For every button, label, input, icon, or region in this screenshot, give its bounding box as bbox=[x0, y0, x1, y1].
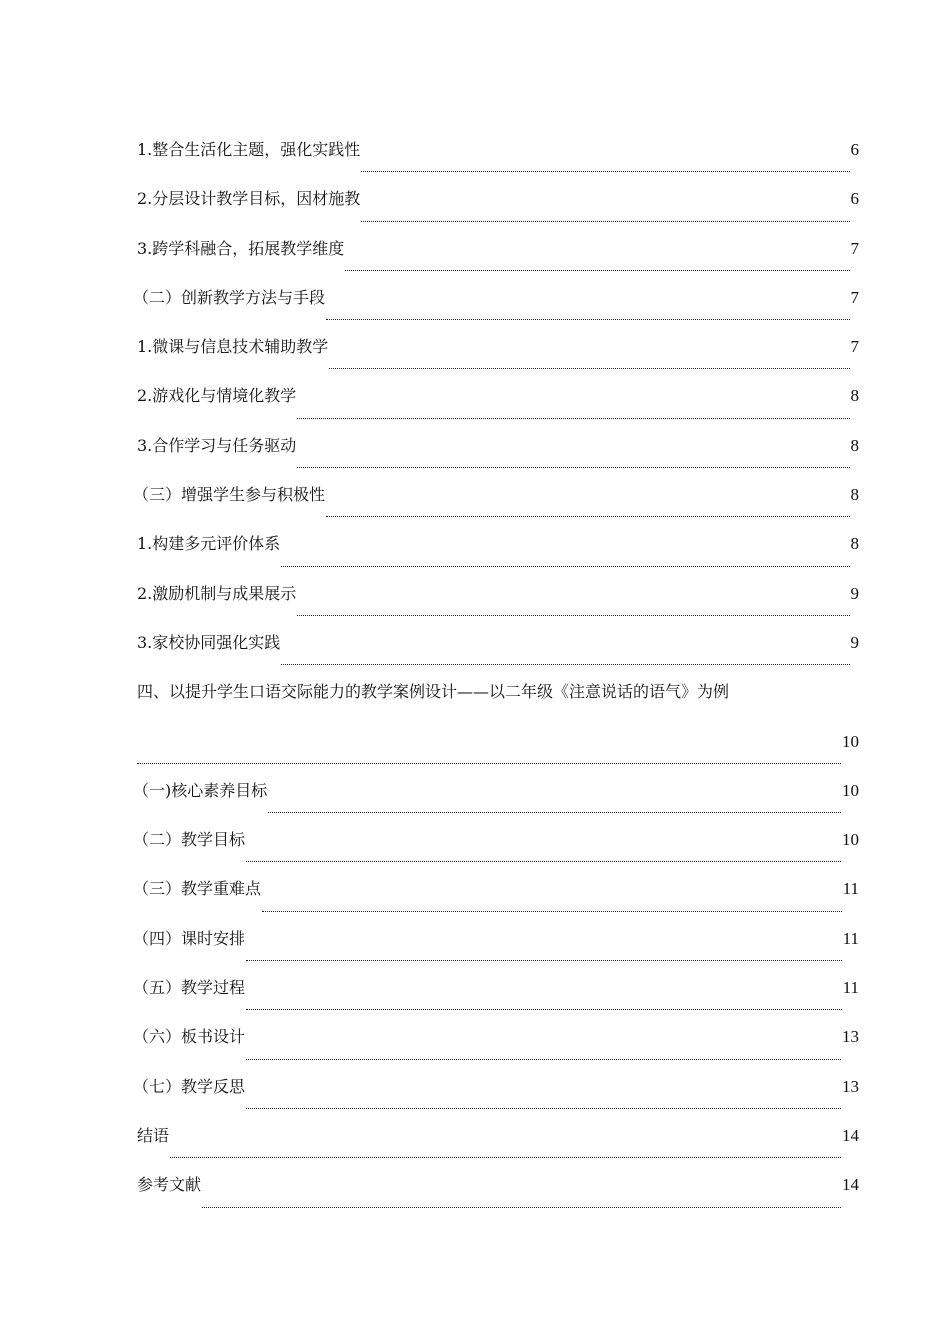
toc-group-after bbox=[133, 779, 859, 1223]
toc-group-before bbox=[133, 138, 859, 680]
toc-dot-leader bbox=[246, 1107, 841, 1109]
toc-entry[interactable] bbox=[137, 582, 859, 631]
toc-dot-leader bbox=[202, 1206, 841, 1208]
toc-entry-title: （五）教学过程 bbox=[133, 978, 246, 998]
toc-entry-title: （三）教学重难点 bbox=[133, 879, 262, 899]
toc-entry[interactable] bbox=[133, 976, 859, 1025]
toc-entry-title: （六）板书设计 bbox=[133, 1027, 246, 1047]
toc-entry-title: （二）教学目标 bbox=[133, 830, 246, 850]
toc-entry-page: 8 bbox=[850, 534, 859, 554]
toc-entry[interactable] bbox=[133, 927, 859, 976]
toc-entry-page: 13 bbox=[842, 1076, 859, 1096]
toc-dot-leader bbox=[170, 1156, 841, 1158]
table-of-contents bbox=[133, 138, 859, 1223]
toc-dot-leader bbox=[297, 466, 849, 468]
toc-dot-leader bbox=[246, 1008, 842, 1010]
toc-entry-title: 2.分层设计教学目标，因材施教 bbox=[137, 189, 361, 209]
toc-entry-title: 参考文献 bbox=[137, 1175, 202, 1195]
toc-entry-page: 13 bbox=[842, 1027, 859, 1047]
toc-entry-page: 10 bbox=[842, 830, 859, 850]
toc-entry[interactable] bbox=[137, 631, 859, 680]
toc-entry-title: 2.游戏化与情境化教学 bbox=[137, 386, 297, 406]
toc-entry-page: 8 bbox=[850, 485, 859, 505]
toc-entry-title: （二）创新教学方法与手段 bbox=[133, 287, 326, 307]
toc-dot-leader bbox=[137, 762, 841, 764]
toc-entry-page: 7 bbox=[850, 238, 859, 258]
toc-entry[interactable] bbox=[137, 434, 859, 483]
toc-entry-page: 14 bbox=[842, 1125, 859, 1145]
toc-entry-title: 3.合作学习与任务驱动 bbox=[137, 435, 297, 455]
toc-entry[interactable] bbox=[133, 828, 859, 877]
toc-entry-page: 11 bbox=[842, 978, 859, 998]
toc-dot-leader bbox=[345, 269, 849, 271]
toc-entry-page: 11 bbox=[842, 928, 859, 948]
toc-entry[interactable] bbox=[133, 1025, 859, 1074]
toc-entry[interactable] bbox=[137, 532, 859, 581]
toc-entry-page: 9 bbox=[850, 583, 859, 603]
toc-entry[interactable] bbox=[133, 779, 859, 828]
toc-entry-title: （七）教学反思 bbox=[133, 1076, 246, 1096]
toc-entry-page: 8 bbox=[850, 386, 859, 406]
toc-entry-title: 四、以提升学生口语交际能力的教学案例设计——以二年级《注意说话的语气》为例 bbox=[137, 682, 730, 702]
toc-entry[interactable] bbox=[137, 384, 859, 433]
toc-entry-page: 7 bbox=[850, 337, 859, 357]
toc-entry[interactable] bbox=[137, 1173, 859, 1222]
toc-dot-leader bbox=[326, 318, 849, 320]
toc-entry[interactable] bbox=[133, 877, 859, 926]
toc-dot-leader bbox=[281, 663, 849, 665]
toc-entry-page: 8 bbox=[850, 435, 859, 455]
toc-dot-leader bbox=[268, 811, 841, 813]
toc-entry-page: 10 bbox=[842, 780, 859, 800]
toc-entry[interactable] bbox=[137, 187, 859, 236]
toc-entry-title: 2.激励机制与成果展示 bbox=[137, 583, 297, 603]
toc-dot-leader bbox=[246, 860, 841, 862]
toc-dot-leader bbox=[361, 220, 849, 222]
toc-entry-page: 9 bbox=[850, 632, 859, 652]
toc-entry[interactable] bbox=[137, 138, 859, 187]
toc-entry[interactable] bbox=[133, 286, 859, 335]
toc-entry-title: （三）增强学生参与积极性 bbox=[133, 485, 326, 505]
toc-entry[interactable] bbox=[137, 237, 859, 286]
toc-entry-title: 1.构建多元评价体系 bbox=[137, 534, 281, 554]
toc-dot-leader bbox=[329, 367, 849, 369]
toc-entry-title: 1.微课与信息技术辅助教学 bbox=[137, 337, 329, 357]
toc-entry-page: 7 bbox=[850, 287, 859, 307]
toc-entry[interactable] bbox=[133, 1075, 859, 1124]
toc-entry[interactable] bbox=[137, 1124, 859, 1173]
toc-entry-wrapped[interactable] bbox=[137, 680, 859, 779]
toc-dot-leader bbox=[297, 417, 849, 419]
toc-dot-leader bbox=[326, 515, 849, 517]
toc-entry-page: 6 bbox=[850, 140, 859, 159]
toc-dot-leader bbox=[281, 565, 849, 567]
toc-entry-title: 3.家校协同强化实践 bbox=[137, 632, 281, 652]
toc-entry-page: 6 bbox=[850, 189, 859, 209]
toc-entry-title: （一)核心素养目标 bbox=[133, 780, 268, 800]
toc-entry-title: （四）课时安排 bbox=[133, 928, 246, 948]
toc-entry-title: 结语 bbox=[137, 1125, 170, 1145]
toc-dot-leader bbox=[246, 1058, 841, 1060]
toc-entry-title: 1.整合生活化主题，强化实践性 bbox=[137, 140, 361, 159]
toc-dot-leader bbox=[262, 910, 842, 912]
toc-entry-page: 10 bbox=[842, 731, 859, 751]
toc-dot-leader bbox=[361, 170, 849, 172]
toc-dot-leader bbox=[246, 959, 842, 961]
toc-entry-page: 14 bbox=[842, 1175, 859, 1195]
toc-entry[interactable] bbox=[137, 335, 859, 384]
toc-entry-title: 3.跨学科融合，拓展教学维度 bbox=[137, 238, 345, 258]
toc-entry-page: 11 bbox=[842, 879, 859, 899]
toc-dot-leader bbox=[297, 614, 849, 616]
toc-entry[interactable] bbox=[133, 483, 859, 532]
